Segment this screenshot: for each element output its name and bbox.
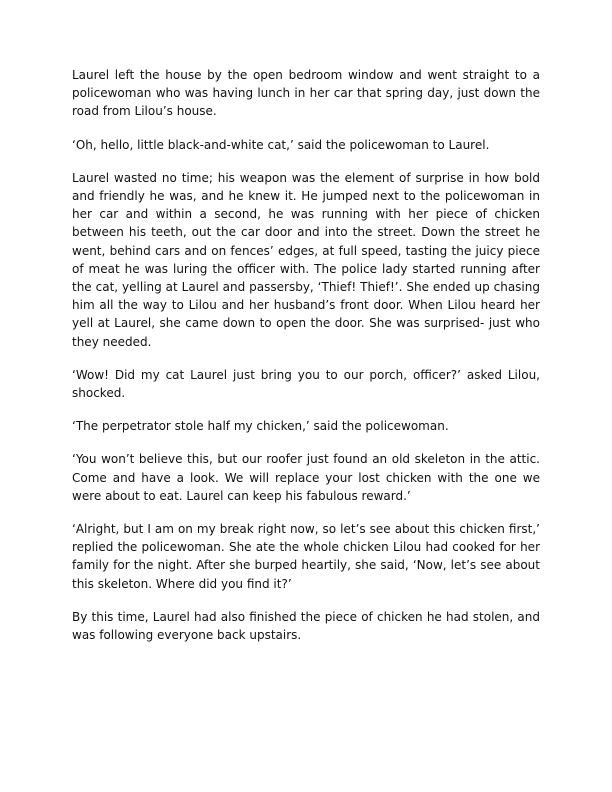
paragraph-8: By this time, Laurel had also finished the piece of chicken he had stolen, and was following everyone back upstairs. <box>72 609 540 643</box>
paragraph-6: ‘You won’t believe this, but our roofer just found an old skeleton in the attic. Come and have a look. We will replace your lost chicken with the one we were about to eat. Laurel can keep his fabulous reward.’ <box>72 452 540 503</box>
paragraph-4: ‘Wow! Did my cat Laurel just bring you to our porch, officer?’ asked Lilou, shocked. <box>72 367 540 401</box>
paragraph-5: ‘The perpetrator stole half my chicken,’ said the policewoman. <box>72 419 449 434</box>
paragraph-2: ‘Oh, hello, little black-and-white cat,’ said the policewoman to Laurel. <box>72 137 490 152</box>
paragraph-7: ‘Alright, but I am on my break right now, so let’s see about this chicken first,’ replied the policewoman. She ate the whole chicken Lilou had cooked for her family for the night. After she burped heartily, she said, ‘Now, let’s see about this skeleton. Where did you find it?’ <box>72 522 540 591</box>
paragraph-3: Laurel wasted no time; his weapon was the element of surprise in how bold and friendly he was, and he knew it. He jumped next to the policewoman in her car and within a second, he was running with her piece of chicken between his teeth, out the car door and into the street. Down the street he went, behind cars and on fences’ edges, at full speed, tasting the juicy piece of meat he was luring the officer with. The police lady started running after the cat, yelling at Laurel and passersby, ‘Thief! Thief!’. She ended up chasing him all the way to Lilou and her husband’s front door. When Lilou heard her yell at Laurel, she came down to open the door. She was surprised- just who they needed. <box>72 170 540 349</box>
paragraph-1: Laurel left the house by the open bedroom window and went straight to a policewoman who was having lunch in her car that spring day, just down the road from Lilou’s house. <box>72 68 540 119</box>
